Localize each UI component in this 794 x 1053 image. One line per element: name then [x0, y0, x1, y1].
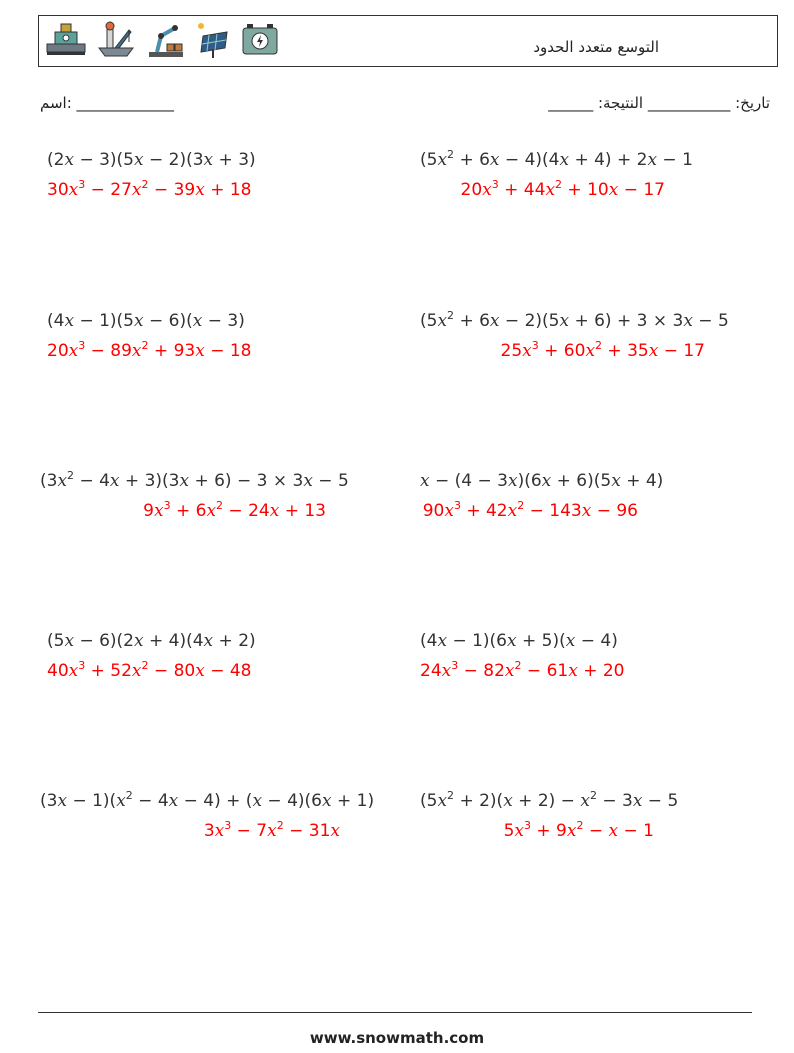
date-score-field: ______ :تاريخ: ___________ النتيجة [548, 94, 770, 112]
problem-expression: $(5x^2 + 6x - 2)(5x + 6) + 3 \times 3x - 5$ [420, 309, 729, 331]
problem-answer: $40x^3 + 52x^2 - 80x - 48$ [47, 659, 252, 681]
battery-icon [239, 20, 281, 60]
worksheet-title: التوسع متعدد الحدود [533, 38, 659, 56]
problem-6 [420, 471, 664, 521]
problem-expression: $(3x^2 - 4x + 3)(3x + 6) - 3 \times 3x - 5$ [40, 469, 349, 491]
header-box [38, 15, 778, 67]
problem-5 [40, 469, 349, 521]
problem-expression: (5x − 6)(2x + 4)(4x + 2) [47, 631, 256, 651]
problem-expression: $(5x^2 + 6x - 4)(4x + 4) + 2x - 1$ [420, 148, 693, 170]
problem-answer: $3x^3 - 7x^2 - 31x$ [203, 819, 340, 841]
problem-answer: $9x^3 + 6x^2 - 24x + 13$ [143, 499, 326, 521]
oil-rig-icon [95, 20, 137, 60]
factory-machine-icon [45, 20, 87, 60]
problem-8 [420, 631, 625, 681]
problem-10 [420, 789, 679, 841]
problem-2 [420, 148, 693, 200]
problem-7 [47, 631, 256, 681]
problem-expression: $(5x^2 + 2)(x + 2) - x^2 - 3x - 5$ [420, 789, 679, 811]
problem-answer: $25x^3 + 60x^2 + 35x - 17$ [500, 339, 705, 361]
name-field: اسم: _____________ [40, 94, 175, 112]
problem-expression: (4x − 1)(6x + 5)(x − 4) [420, 631, 618, 651]
footer-divider [38, 1012, 752, 1013]
problem-answer: $90x^3 + 42x^2 - 143x - 96$ [422, 499, 638, 521]
problem-expression: (4x − 1)(5x − 6)(x − 3) [47, 311, 245, 331]
problem-expression: x − (4 − 3x)(6x + 6)(5x + 4) [420, 471, 664, 491]
header-icons [45, 20, 281, 60]
footer-url[interactable]: www.snowmath.com [309, 1029, 485, 1047]
problem-answer: $24x^3 - 82x^2 - 61x + 20$ [420, 659, 625, 681]
problem-expression: (2x − 3)(5x − 2)(3x + 3) [47, 150, 256, 170]
solar-panel-icon [195, 20, 231, 60]
problem-answer: $20x^3 + 44x^2 + 10x - 17$ [460, 178, 665, 200]
problem-4 [420, 309, 729, 361]
problem-1 [47, 150, 256, 200]
problem-3 [47, 311, 252, 361]
problem-9 [40, 789, 375, 841]
problem-answer: $5x^3 + 9x^2 - x - 1$ [503, 819, 654, 841]
robot-arm-icon [145, 20, 187, 60]
problem-answer: $30x^3 - 27x^2 - 39x + 18$ [47, 178, 252, 200]
problem-expression: $(3x - 1)(x^2 - 4x - 4) + (x - 4)(6x + 1)$ [40, 789, 375, 811]
problem-answer: $20x^3 - 89x^2 + 93x - 18$ [47, 339, 252, 361]
